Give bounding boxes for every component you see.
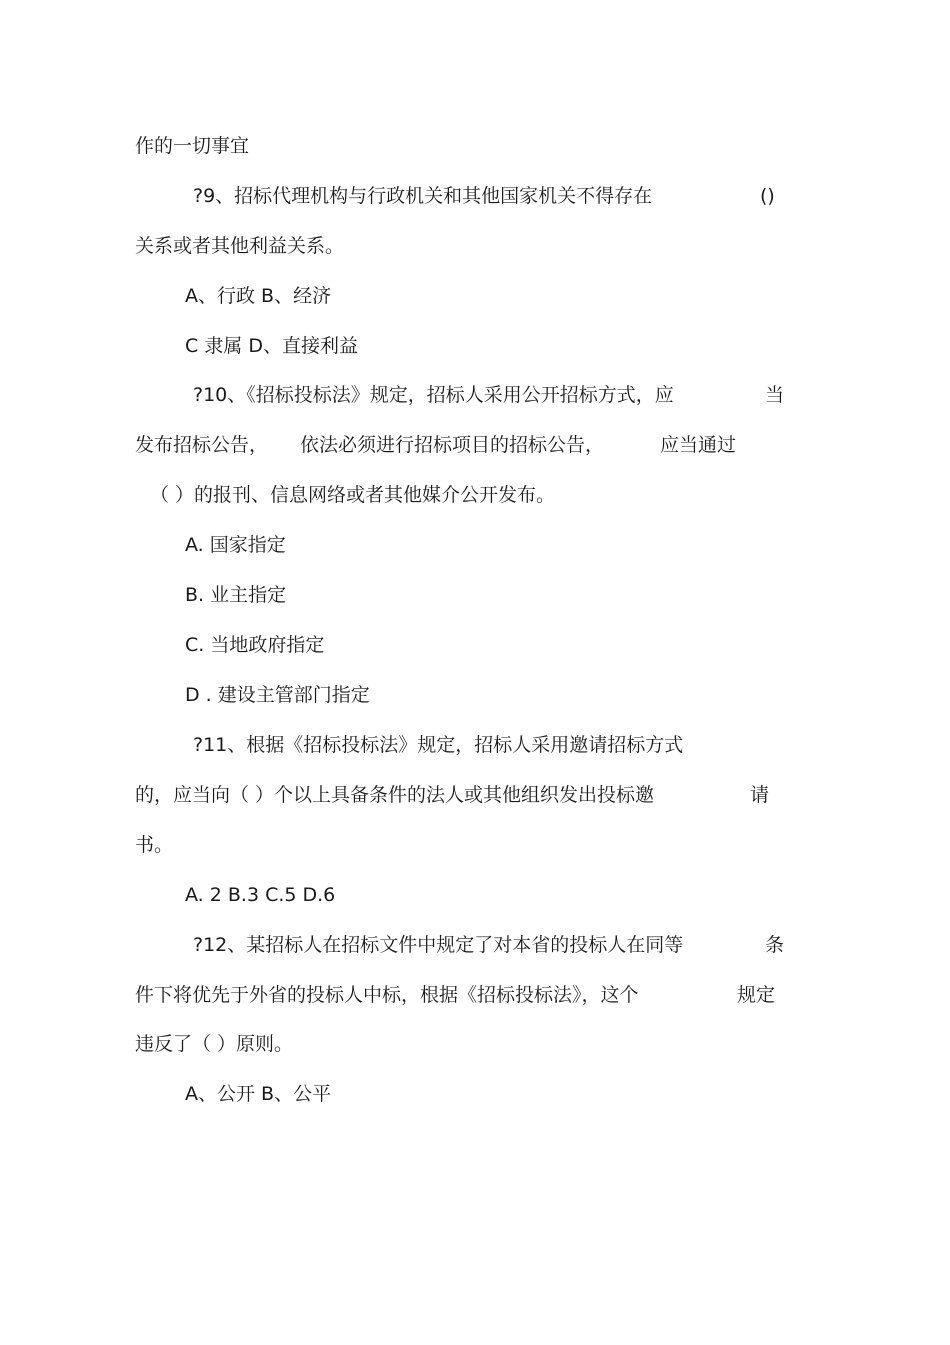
question-12-text: ?12、某招标人在招标文件中规定了对本省的投标人在同等 bbox=[193, 934, 684, 956]
text-fragment: 请 bbox=[750, 784, 770, 806]
text-line: （ ）的报刊、信息网络或者其他媒介公开发布。 bbox=[150, 484, 556, 506]
text-fragment: 件下将优先于外省的投标人中标，根据《招标投标法》，这个 bbox=[135, 984, 639, 1006]
option-line: C 隶属 D、直接利益 bbox=[185, 335, 358, 357]
option-line: C. 当地政府指定 bbox=[185, 634, 325, 656]
option-line: A、公开 B、公平 bbox=[185, 1083, 332, 1105]
question-9-blank: () bbox=[760, 185, 775, 207]
text-line: 书。 bbox=[135, 834, 174, 856]
text-fragment: 应当通过 bbox=[660, 434, 737, 456]
option-line: A、行政 B、经济 bbox=[185, 285, 332, 307]
question-9-text: ?9、招标代理机构与行政机关和其他国家机关不得存在 bbox=[193, 185, 653, 207]
text-fragment: 条 bbox=[765, 934, 785, 956]
option-line: A. 国家指定 bbox=[185, 534, 286, 556]
option-line: B. 业主指定 bbox=[185, 584, 287, 606]
text-fragment: 规定 bbox=[737, 984, 776, 1006]
text-line: 作的一切事宜 bbox=[135, 135, 250, 157]
text-fragment: 发布招标公告， bbox=[135, 434, 269, 456]
question-10-text: ?10、《招标投标法》规定，招标人采用公开招标方式，应 bbox=[193, 384, 674, 406]
option-line: A. 2 B.3 C.5 D.6 bbox=[185, 884, 336, 906]
option-line: D . 建设主管部门指定 bbox=[185, 684, 370, 706]
text-fragment: 的，应当向（ ）个以上具备条件的法人或其他组织发出投标邀 bbox=[135, 784, 655, 806]
text-line: 违反了（ ）原则。 bbox=[135, 1033, 294, 1055]
text-line: 关系或者其他利益关系。 bbox=[135, 235, 345, 257]
question-11-text: ?11、根据《招标投标法》规定，招标人采用邀请招标方式 bbox=[193, 734, 684, 756]
text-fragment: 依法必须进行招标项目的招标公告， bbox=[300, 434, 605, 456]
text-fragment: 当 bbox=[765, 384, 785, 406]
